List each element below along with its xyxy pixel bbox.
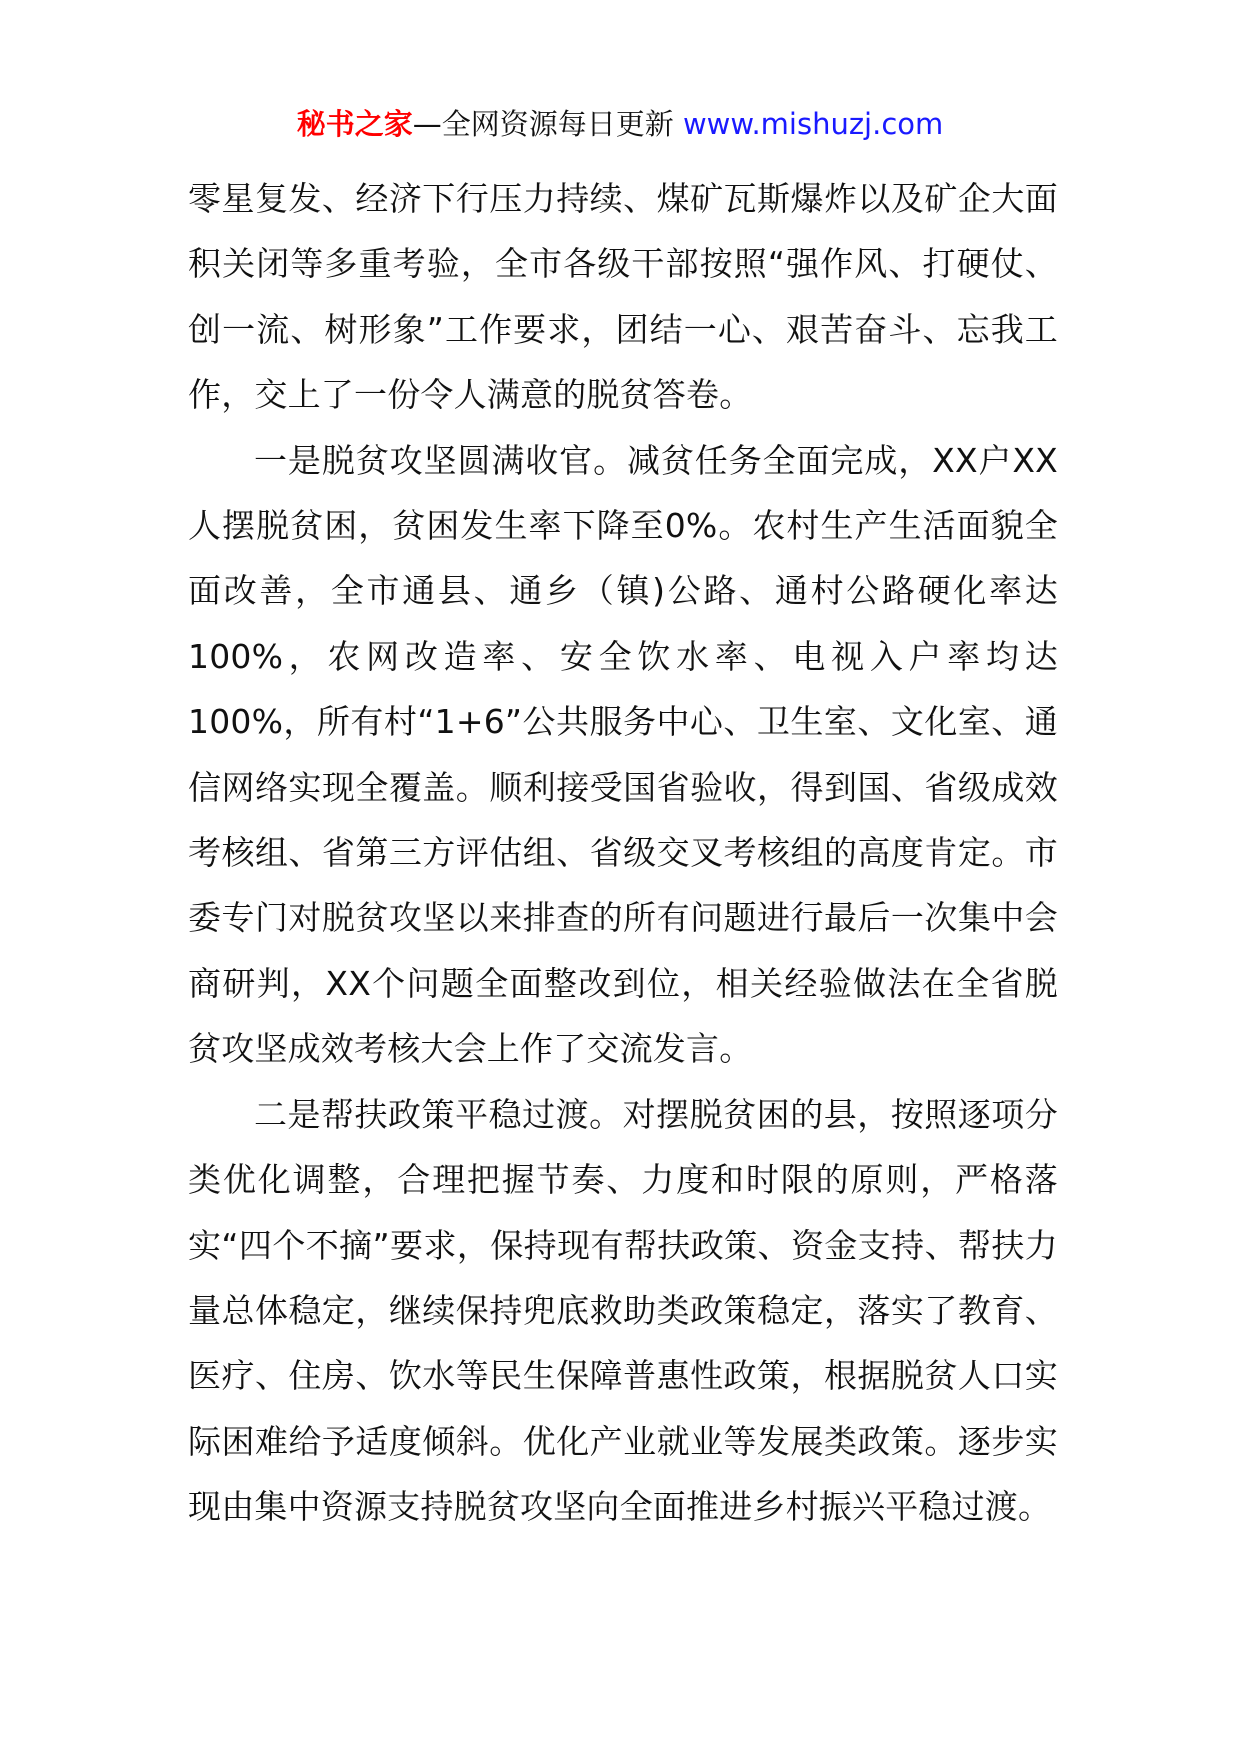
brand-name: 秘书之家 [296,107,413,141]
page-header [0,104,1240,144]
document-body [188,166,1058,1540]
header-tagline: —全网资源每日更新 [412,107,683,141]
paragraph-poverty-alleviation: 一是脱贫攻坚圆满收官。减贫任务全面完成，XX户XX人摆脱贫困，贫困发生率下降至0%。农村生产生活面貌全面改善，全市通县、通乡（镇)公路、通村公路硬化率达100%，农网改造率、安全饮水率、电视入户率均达100%，所有村“1+6”公共服务中心、卫生室、文化室、通信网络实现全覆盖。顺利接受国省验收，得到国、省级成效考核组、省第三方评估组、省级交叉考核组的高度肯定。市委专门对脱贫攻坚以来排查的所有问题进行最后一次集中会商研判，XX个问题全面整改到位，相关经验做法在全省脱贫攻坚成效考核大会上作了交流发言。 [188,440,1058,1069]
paragraph-intro: 零星复发、经济下行压力持续、煤矿瓦斯爆炸以及矿企大面积关闭等多重考验，全市各级干部按照“强作风、打硬仗、创一流、树形象”工作要求，团结一心、艰苦奋斗、忘我工作，交上了一份令人满意的脱贫答卷。 [188,179,1058,415]
site-url-link[interactable]: www.mishuzj.com [682,107,944,141]
paragraph-policy-transition: 二是帮扶政策平稳过渡。对摆脱贫困的县，按照逐项分类优化调整，合理把握节奏、力度和时限的原则，严格落实“四个不摘”要求，保持现有帮扶政策、资金支持、帮扶力量总体稳定，继续保持兜底救助类政策稳定，落实了教育、医疗、住房、饮水等民生保障普惠性政策，根据脱贫人口实际困难给予适度倾斜。优化产业就业等发展类政策。逐步实现由集中资源支持脱贫攻坚向全面推进乡村振兴平稳过渡。 [188,1094,1058,1527]
